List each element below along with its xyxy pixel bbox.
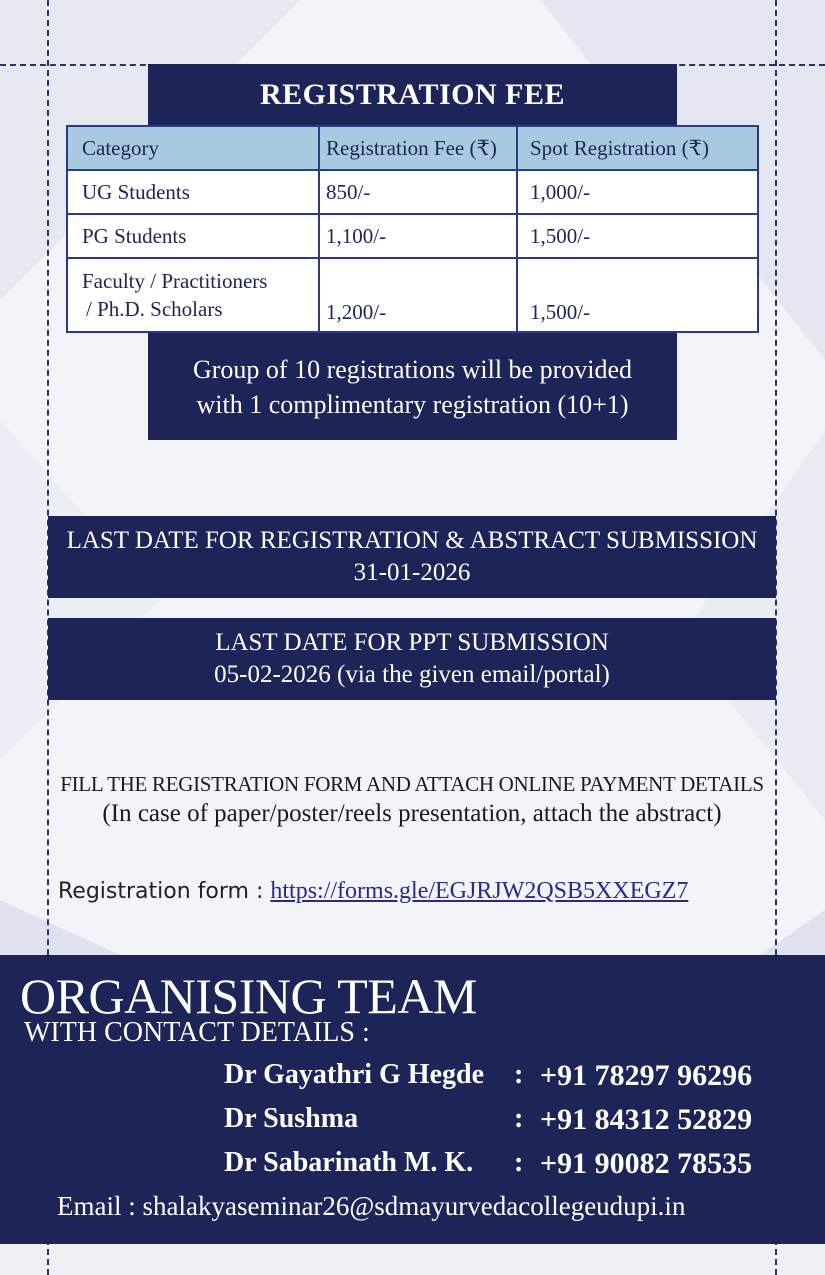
email-label: Email : bbox=[57, 1191, 136, 1221]
registration-fee-table bbox=[66, 125, 759, 333]
email-address[interactable]: shalakyaseminar26@sdmayurvedacollegeudupi.in bbox=[142, 1191, 686, 1221]
deadline-label: LAST DATE FOR REGISTRATION & ABSTRACT SUBMISSION bbox=[66, 527, 758, 554]
contact-phone[interactable]: +91 84312 52829 bbox=[540, 1103, 753, 1136]
category-cell: UG Students bbox=[67, 170, 319, 214]
contact-email-row bbox=[57, 1191, 685, 1222]
table-row bbox=[67, 214, 758, 258]
instruction-line-2: (In case of paper/poster/reels presentation, attach the abstract) bbox=[102, 800, 722, 827]
group-offer-line-2: with 1 complimentary registration (10+1) bbox=[196, 390, 629, 419]
contact-name: Dr Sushma bbox=[224, 1103, 359, 1134]
contact-separator: : bbox=[514, 1147, 524, 1178]
organising-team-title: ORGANISING TEAM bbox=[20, 968, 477, 1024]
contact-name: Dr Sabarinath M. K. bbox=[224, 1147, 474, 1178]
category-line-2: / Ph.D. Scholars bbox=[86, 297, 223, 321]
column-header-category: Category bbox=[67, 126, 319, 170]
registration-form-link[interactable]: https://forms.gle/EGJRJW2QSB5XXEGZ7 bbox=[270, 878, 689, 904]
table-row bbox=[67, 258, 758, 332]
organising-team-section bbox=[0, 955, 825, 1244]
registration-form-label: Registration form : bbox=[58, 879, 264, 904]
spot-fee-cell: 1,500/- bbox=[517, 258, 758, 332]
category-cell: PG Students bbox=[67, 214, 319, 258]
contact-separator: : bbox=[514, 1103, 524, 1134]
deadline-date: 05-02-2026 (via the given email/portal) bbox=[214, 661, 610, 688]
instruction-line-1: FILL THE REGISTRATION FORM AND ATTACH ONLINE PAYMENT DETAILS bbox=[60, 772, 764, 796]
contact-phone[interactable]: +91 78297 96296 bbox=[540, 1059, 753, 1092]
table-row bbox=[67, 170, 758, 214]
registration-fee-title: REGISTRATION FEE bbox=[148, 64, 677, 126]
category-cell bbox=[67, 258, 319, 332]
fee-cell: 850/- bbox=[319, 170, 517, 214]
registration-form-row bbox=[58, 878, 688, 905]
contact-phone[interactable]: +91 90082 78535 bbox=[540, 1147, 753, 1180]
spot-fee-cell: 1,000/- bbox=[517, 170, 758, 214]
contact-separator: : bbox=[514, 1059, 524, 1090]
table-header-row bbox=[67, 126, 758, 170]
fee-cell: 1,100/- bbox=[319, 214, 517, 258]
deadline-date: 31-01-2026 bbox=[353, 559, 471, 586]
group-offer-line-1: Group of 10 registrations will be provided bbox=[192, 355, 633, 384]
fee-cell: 1,200/- bbox=[319, 258, 517, 332]
group-offer-box bbox=[148, 330, 677, 440]
column-header-registration-fee: Registration Fee (₹) bbox=[319, 126, 517, 170]
organising-team-subtitle: WITH CONTACT DETAILS : bbox=[24, 1017, 370, 1048]
registration-deadline-banner bbox=[48, 516, 776, 598]
deadline-label: LAST DATE FOR PPT SUBMISSION bbox=[215, 629, 609, 656]
column-header-spot-registration: Spot Registration (₹) bbox=[517, 126, 758, 170]
ppt-deadline-banner bbox=[48, 618, 776, 700]
category-line-1: Faculty / Practitioners bbox=[82, 269, 268, 293]
spot-fee-cell: 1,500/- bbox=[517, 214, 758, 258]
contact-name: Dr Gayathri G Hegde bbox=[224, 1059, 485, 1090]
